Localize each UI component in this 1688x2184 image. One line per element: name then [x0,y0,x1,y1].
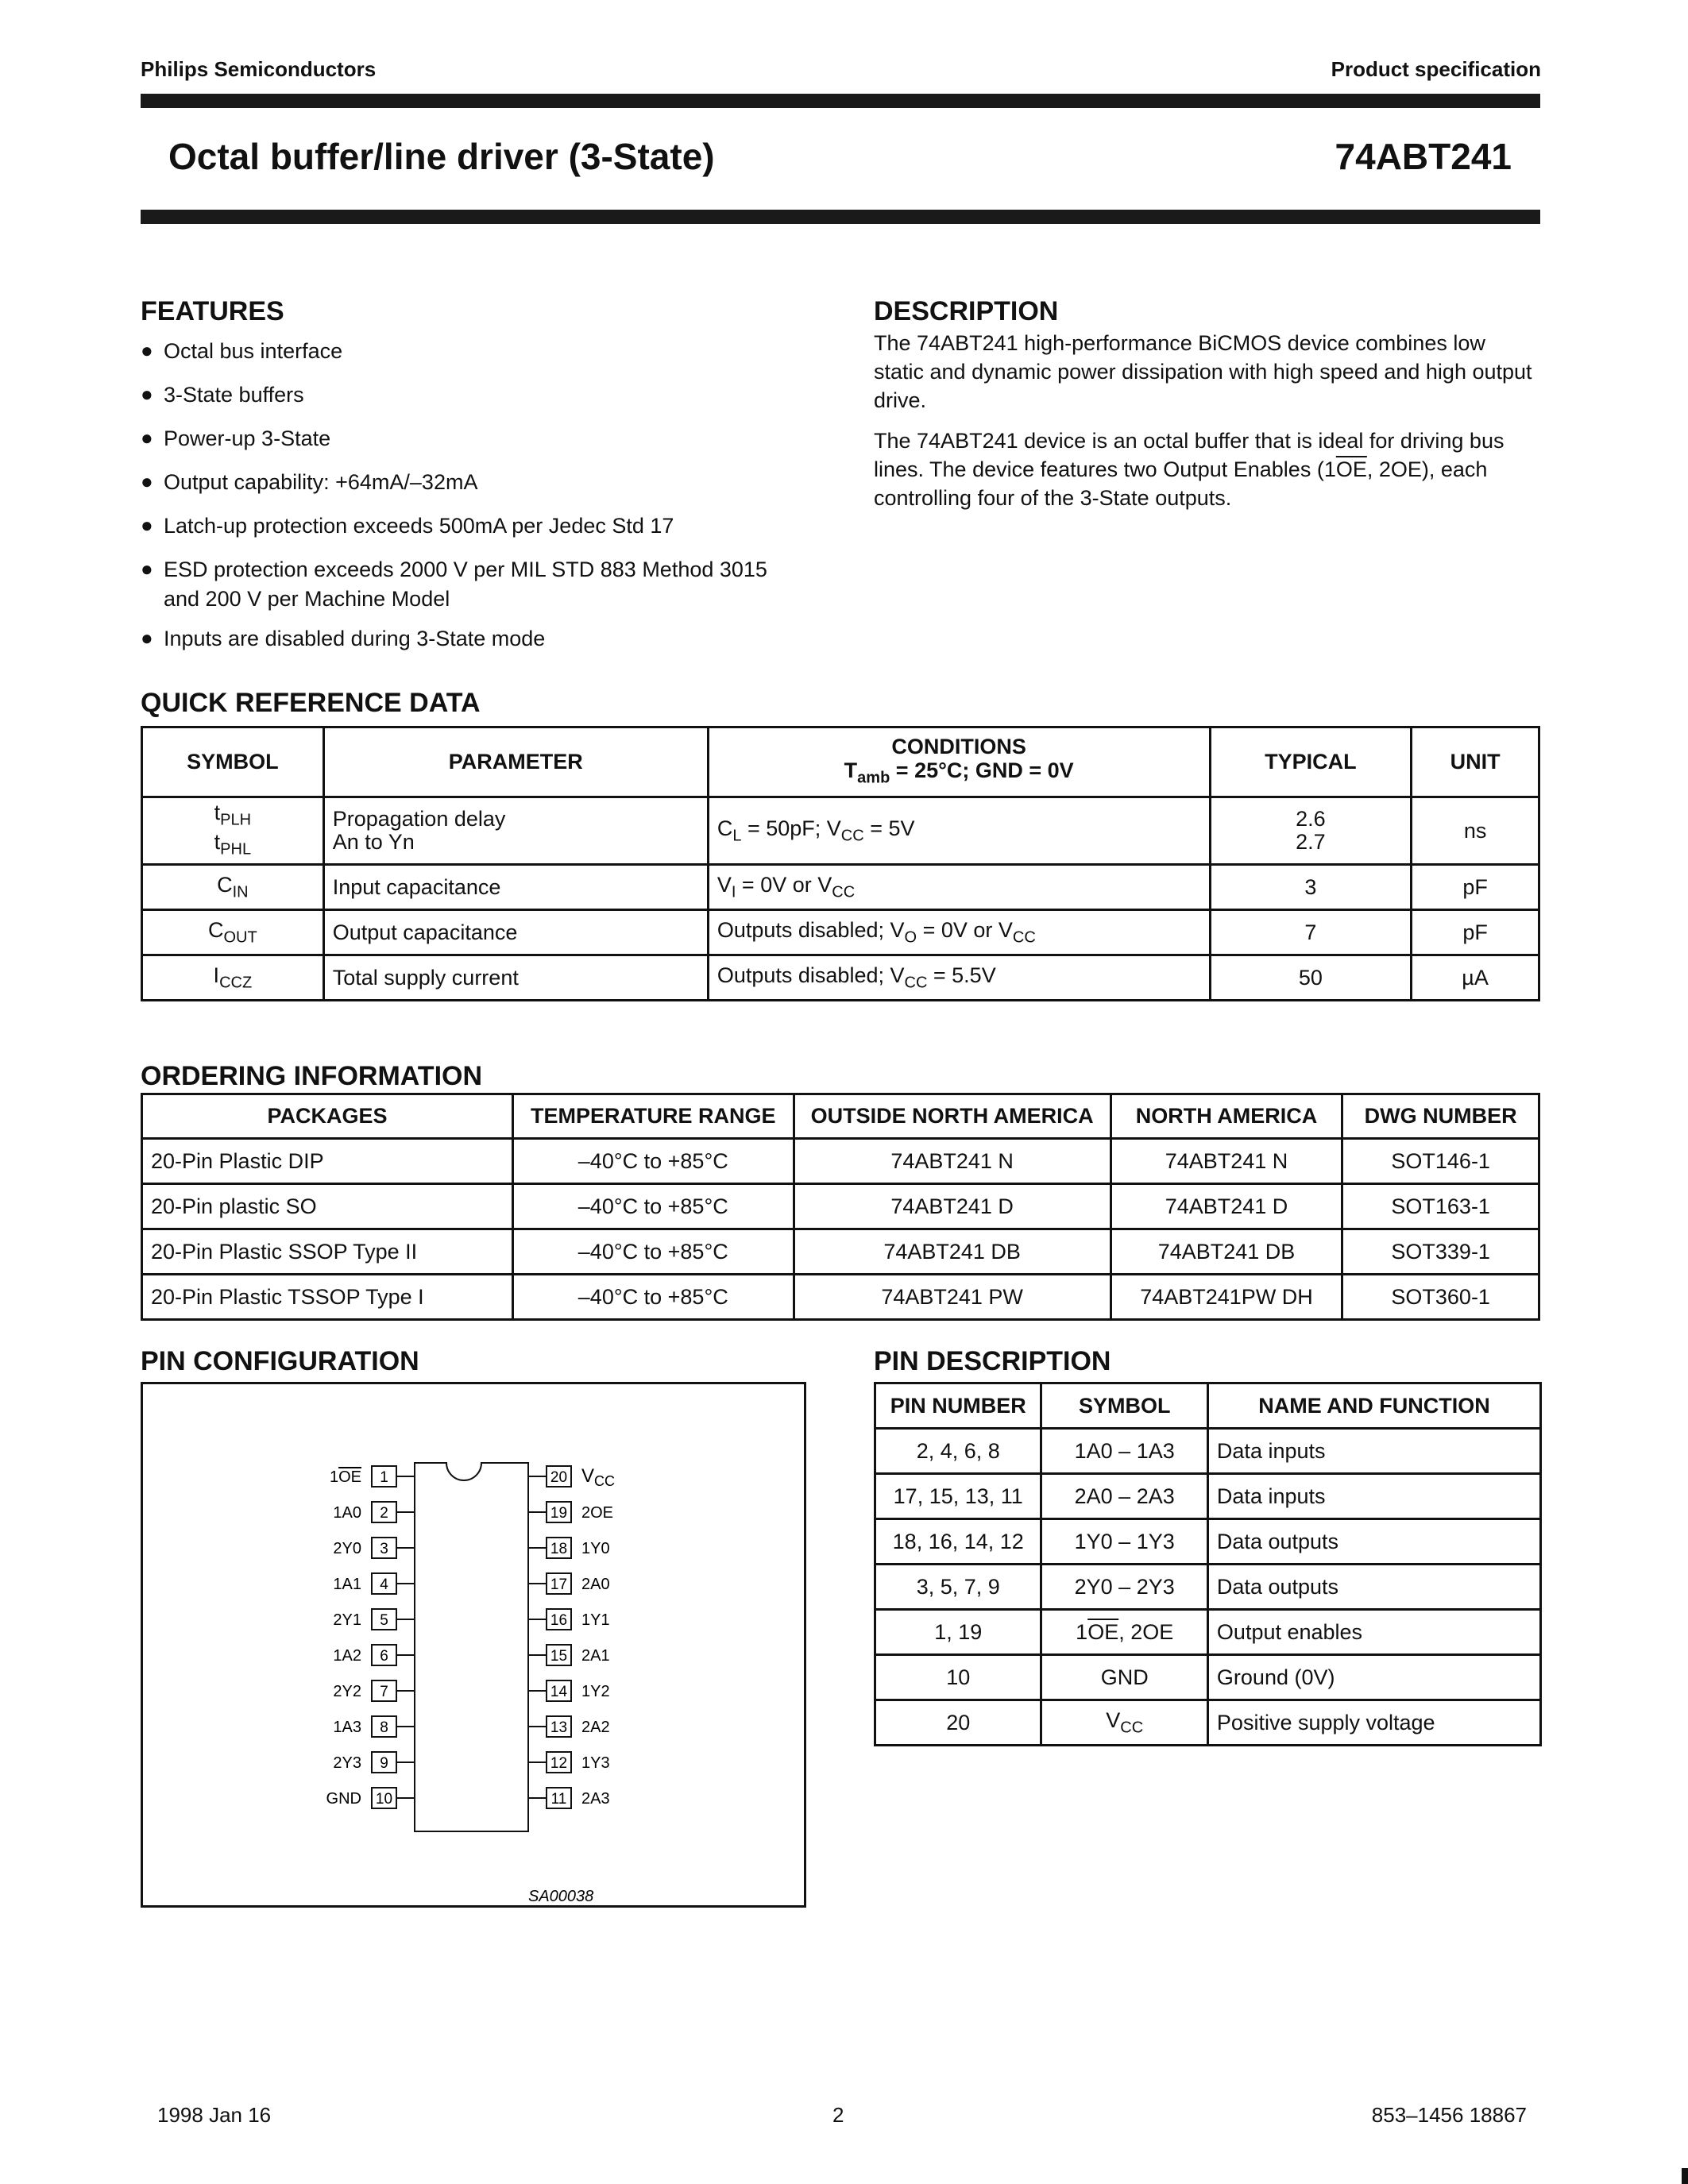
pin-number: 2 [380,1505,388,1522]
pin-number: 19 [550,1505,568,1522]
na-cell: 74ABT241 DB [1111,1229,1342,1275]
pin-number: 12 [550,1755,568,1772]
unit-cell: pF [1412,865,1539,910]
company-name: Philips Semiconductors [141,57,377,81]
typical-cell: 3 [1210,865,1412,910]
symbol-cell: $I_{CCZ}$ [142,955,324,1001]
pin-label: 1A1 [333,1576,361,1593]
ordering-table [141,1093,1540,1321]
function-cell: Data outputs [1207,1519,1540,1565]
pin-label: VCC [581,1465,616,1489]
pin-label: 2Y0 [333,1540,361,1557]
feature-item: ● Inputs are disabled during 3-State mode [141,626,546,650]
function-cell: Positive supply voltage [1207,1700,1540,1746]
top-rule [141,94,1540,108]
table-row [142,1229,1539,1275]
ordering-heading: ORDERING INFORMATION [141,1061,483,1091]
col-header-unit: UNIT [1412,727,1539,797]
function-cell: Ground (0V) [1207,1655,1540,1700]
pin-number: 16 [550,1612,568,1629]
pin-label: 1A0 [333,1504,361,1522]
outside-na-cell: 74ABT241 N [794,1139,1111,1184]
col-header: DWG NUMBER [1342,1094,1539,1139]
pin-number: 5 [380,1612,388,1629]
pin-label: 1Y0 [581,1540,610,1557]
feature-item: ● Octal bus interface [141,338,343,363]
typical-cell: 2.6 2.7 [1210,797,1412,865]
pin-number-cell: 10 [875,1655,1041,1700]
table-row [142,1184,1539,1229]
pin-number: 1 [380,1469,388,1486]
feature-item: ● ESD protection exceeds 2000 V per MIL STD 883 Method 3015 and 200 V per Machine Model [141,557,767,611]
table-row [142,1275,1539,1320]
pin-label: 2Y1 [333,1611,361,1629]
col-header-typical: TYPICAL [1210,727,1412,797]
description-paragraph-2: The 74ABT241 device is an octal buffer that is ideal for driving bus lines. The device features two Output Enables ($1\overline{OE}$, 2OE), each controlling four of the 3-State outputs. [874,429,1505,510]
na-cell: 74ABT241 N [1111,1139,1342,1184]
table-row [142,910,1539,955]
table-header-row [875,1383,1541,1429]
col-header: NORTH AMERICA [1111,1094,1342,1139]
pin-number: 18 [550,1541,568,1557]
parameter-cell: Propagation delay An to Yn [323,797,708,865]
pin-number: 13 [550,1719,568,1736]
pin-label: 1OE [329,1468,361,1486]
footer-date: 1998 Jan 16 [157,2103,272,2127]
temperature-cell: –40°C to +85°C [512,1275,794,1320]
col-header-symbol: SYMBOL [142,727,324,797]
package-cell: 20-Pin Plastic DIP [142,1139,513,1184]
package-outline [415,1463,528,1831]
col-header-parameter: PARAMETER [323,727,708,797]
pin-number: 8 [380,1719,388,1736]
temperature-cell: –40°C to +85°C [512,1184,794,1229]
table-row [142,865,1539,910]
description-heading: DESCRIPTION [874,296,1059,326]
unit-cell: ns [1412,797,1539,865]
symbol-cell: 1Y0 – 1Y3 [1041,1519,1207,1565]
dwg-cell: SOT360-1 [1342,1275,1539,1320]
na-cell: 74ABT241 D [1111,1184,1342,1229]
symbol-cell: 2Y0 – 2Y3 [1041,1565,1207,1610]
pin-label: 1A3 [333,1719,361,1736]
symbol-cell: $C_{OUT}$ [142,910,324,955]
features-heading: FEATURES [141,296,284,326]
outside-na-cell: 74ABT241 PW [794,1275,1111,1320]
unit-cell: pF [1412,910,1539,955]
package-cell: 20-Pin Plastic SSOP Type II [142,1229,513,1275]
function-cell: Data inputs [1207,1474,1540,1519]
pin-number: 9 [380,1755,388,1772]
diagram-code: SA00038 [528,1888,594,1905]
symbol-cell: $V_{CC}$ [1041,1700,1207,1746]
conditions-cell: $C_L = 50pF$; $V_{CC} = 5V$ [708,797,1210,865]
symbol-cell: $C_{IN}$ [142,865,324,910]
left-pins [326,1466,415,1808]
pin-label: 2A2 [581,1719,610,1736]
dwg-cell: SOT146-1 [1342,1139,1539,1184]
pin-description-table [874,1382,1542,1746]
corner-mark [1682,2168,1688,2184]
table-row [875,1700,1541,1746]
description-paragraph-1: The 74ABT241 high-performance BiCMOS device combines low static and dynamic power dissipation with high speed and high output drive. [874,331,1532,412]
right-pins [528,1465,615,1808]
col-header: PACKAGES [142,1094,513,1139]
table-header-row [142,1094,1539,1139]
table-header-row [142,727,1539,797]
pin-number: 17 [550,1576,568,1593]
symbol-cell: $1\overline{OE}$, 2OE [1041,1610,1207,1655]
symbol-cell: 2A0 – 2A3 [1041,1474,1207,1519]
pin-number: 20 [550,1469,568,1486]
title-rule [141,210,1540,224]
pin-label: 2OE [581,1504,614,1522]
parameter-cell: Total supply current [323,955,708,1001]
symbol-cell: GND [1041,1655,1207,1700]
pin-number: 6 [380,1648,388,1665]
package-cell: 20-Pin Plastic TSSOP Type I [142,1275,513,1320]
pin-label: 1Y3 [581,1754,610,1772]
parameter-cell: Output capacitance [323,910,708,955]
pin-label: GND [326,1790,361,1808]
pin-number: 7 [380,1684,388,1700]
col-header: PIN NUMBER [875,1383,1041,1429]
col-header: TEMPERATURE RANGE [512,1094,794,1139]
doc-type: Product specification [1331,57,1541,81]
dip-package-drawing [143,1384,804,1905]
page-title: Octal buffer/line driver (3-State) [168,136,715,177]
col-header: SYMBOL [1041,1383,1207,1429]
conditions-cell: Outputs disabled; $V_O = 0V$ or $V_{CC}$ [708,910,1210,955]
table-row [875,1565,1541,1610]
col-header-conditions: CONDITIONS $T_{amb} = 25^\circ C$; GND = 0V [708,727,1210,797]
conditions-cell: Outputs disabled; $V_{CC} = 5.5V$ [708,955,1210,1001]
pin-configuration-diagram [141,1382,806,1908]
dwg-cell: SOT339-1 [1342,1229,1539,1275]
pin-number: 15 [550,1648,568,1665]
pin-number: 4 [380,1576,388,1593]
qrd-heading: QUICK REFERENCE DATA [141,688,481,718]
conditions-cell: $V_I = 0V$ or $V_{CC}$ [708,865,1210,910]
temperature-cell: –40°C to +85°C [512,1229,794,1275]
col-header: OUTSIDE NORTH AMERICA [794,1094,1111,1139]
feature-item: ● 3-State buffers [141,382,304,407]
typical-cell: 7 [1210,910,1412,955]
pin-label: 2A3 [581,1790,610,1808]
table-row [875,1429,1541,1474]
pin-label: 1A2 [333,1647,361,1665]
pin-number-cell: 17, 15, 13, 11 [875,1474,1041,1519]
page-number: 2 [832,2103,844,2127]
dwg-cell: SOT163-1 [1342,1184,1539,1229]
table-row [875,1474,1541,1519]
pin-number: 14 [550,1684,568,1700]
pin-number-cell: 1, 19 [875,1610,1041,1655]
na-cell: 74ABT241PW DH [1111,1275,1342,1320]
pin-number: 11 [550,1791,567,1808]
function-cell: Data outputs [1207,1565,1540,1610]
pin-number-cell: 3, 5, 7, 9 [875,1565,1041,1610]
pin-config-heading: PIN CONFIGURATION [141,1346,419,1376]
package-cell: 20-Pin plastic SO [142,1184,513,1229]
pin-label: 2Y3 [333,1754,361,1772]
table-row [875,1519,1541,1565]
table-row [875,1655,1541,1700]
pin-label: 2Y2 [333,1683,361,1700]
pin-number-cell: 2, 4, 6, 8 [875,1429,1041,1474]
outside-na-cell: 74ABT241 D [794,1184,1111,1229]
pin-label: 1Y1 [581,1611,610,1629]
feature-item: ● Output capability: +64mA/–32mA [141,469,478,494]
symbol-cell: 1A0 – 1A3 [1041,1429,1207,1474]
function-cell: Output enables [1207,1610,1540,1655]
pin-label: 2A1 [581,1647,610,1665]
pin-number-cell: 20 [875,1700,1041,1746]
pin-number: 3 [380,1541,388,1557]
pin-desc-heading: PIN DESCRIPTION [874,1346,1111,1376]
pin-label: 1Y2 [581,1683,610,1700]
table-row [142,797,1539,865]
symbol-cell: $t_{PLH}$ $t_{PHL}$ [142,797,324,865]
quick-reference-table [141,726,1540,1001]
pin-number: 10 [375,1791,393,1808]
table-row [875,1610,1541,1655]
temperature-cell: –40°C to +85°C [512,1139,794,1184]
col-header: NAME AND FUNCTION [1207,1383,1540,1429]
typical-cell: 50 [1210,955,1412,1001]
footer-code: 853–1456 18867 [1371,2103,1527,2127]
outside-na-cell: 74ABT241 DB [794,1229,1111,1275]
part-number: 74ABT241 [1335,136,1512,177]
table-row [142,1139,1539,1184]
table-row [142,955,1539,1001]
function-cell: Data inputs [1207,1429,1540,1474]
pin-label: 2A0 [581,1576,610,1593]
feature-item: ● Power-up 3-State [141,426,331,450]
feature-item: ● Latch-up protection exceeds 500mA per Jedec Std 17 [141,513,674,538]
parameter-cell: Input capacitance [323,865,708,910]
unit-cell: µA [1412,955,1539,1001]
pin-number-cell: 18, 16, 14, 12 [875,1519,1041,1565]
